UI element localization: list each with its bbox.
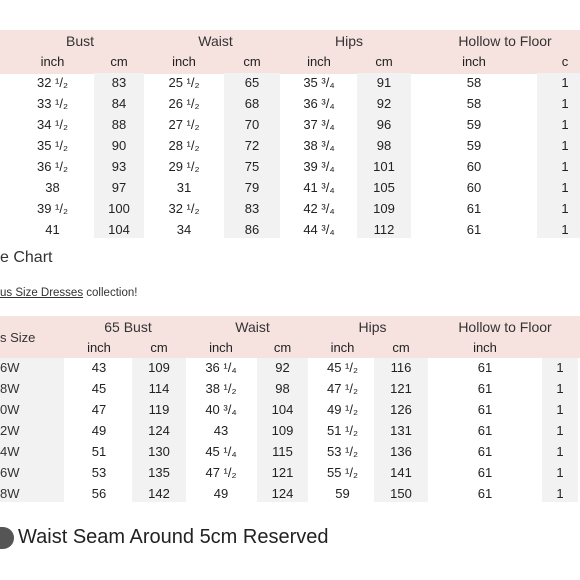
unit-header: cm: [110, 54, 128, 69]
table-cell: 96: [376, 117, 392, 132]
table-cell: 31: [176, 180, 192, 195]
table-cell: 29 ¹/₂: [168, 159, 200, 174]
table-cell: 38 ³/₄: [303, 138, 335, 153]
table-cell: 109: [271, 423, 294, 438]
size-label: 4W: [0, 444, 20, 459]
table-cell: 1: [556, 360, 564, 375]
table-cell: 91: [376, 75, 392, 90]
table-cell: 135: [148, 465, 170, 480]
table-cell: 98: [376, 138, 392, 153]
table-cell: 32 ¹/₂: [168, 201, 200, 216]
table-cell: 84: [111, 96, 127, 111]
table-cell: 121: [271, 465, 294, 480]
table-cell: 61: [466, 201, 482, 216]
table-cell: 136: [390, 444, 412, 459]
group-header: 65 Bust: [104, 319, 152, 335]
table-cell: 142: [148, 486, 170, 501]
table-cell: 131: [390, 423, 412, 438]
group-header: Waist: [235, 319, 270, 335]
unit-header: cm: [243, 54, 261, 69]
table-cell: 83: [244, 201, 260, 216]
table-cell: 1: [561, 159, 569, 174]
table-cell: 61: [466, 222, 482, 237]
table-cell: 61: [477, 381, 493, 396]
table-cell: 42 ³/₄: [303, 201, 335, 216]
table-cell: 121: [390, 381, 412, 396]
table-cell: 45 ¹/₂: [326, 360, 359, 375]
unit-header: inch: [40, 54, 65, 69]
table-cell: 98: [275, 381, 290, 396]
table-cell: 43: [91, 360, 107, 375]
table-cell: 59: [466, 138, 482, 153]
table-cell: 43: [213, 423, 229, 438]
table-cell: 47: [91, 402, 107, 417]
table-cell: 1: [561, 138, 569, 153]
table-cell: 112: [373, 222, 395, 237]
unit-header: inch: [209, 340, 233, 355]
table-cell: 65: [244, 75, 260, 90]
table-cell: 68: [244, 96, 260, 111]
table-cell: 36 ³/₄: [303, 96, 335, 111]
table-cell: 60: [466, 159, 482, 174]
table-cell: 25 ¹/₂: [168, 75, 200, 90]
unit-header: c: [561, 54, 569, 69]
table-cell: 34 ¹/₂: [36, 117, 69, 132]
table-cell: 47 ¹/₂: [205, 465, 237, 480]
table-cell: 104: [108, 222, 130, 237]
table-cell: 104: [271, 402, 294, 417]
table-cell: 150: [390, 486, 412, 501]
table-cell: 51 ¹/₂: [326, 423, 359, 438]
table-cell: 60: [466, 180, 482, 195]
table-cell: 86: [244, 222, 260, 237]
table-cell: 126: [390, 402, 412, 417]
table-cell: 1: [556, 465, 564, 480]
table-cell: 1: [561, 117, 569, 132]
table-cell: 35 ¹/₂: [36, 138, 69, 153]
collection-note: [0, 287, 137, 299]
table-cell: 79: [244, 180, 260, 195]
table-cell: 116: [390, 360, 412, 375]
table-cell: 58: [466, 96, 482, 111]
table-cell: 33 ¹/₂: [36, 96, 69, 111]
table-cell: 92: [376, 96, 392, 111]
table-cell: 49: [213, 486, 229, 501]
table-cell: 105: [373, 180, 395, 195]
table-cell: 1: [561, 96, 569, 111]
table-cell: 32 ¹/₂: [36, 75, 69, 90]
table-cell: 1: [561, 180, 569, 195]
size-label: 8W: [0, 381, 20, 396]
table-cell: 1: [556, 381, 564, 396]
size-label: 0W: [0, 402, 20, 417]
plus-size-dresses-link[interactable]: us Size Dresses: [0, 287, 84, 299]
table-cell: 130: [148, 444, 170, 459]
table-cell: 58: [466, 75, 482, 90]
table-cell: 1: [556, 423, 564, 438]
unit-header: inch: [462, 54, 486, 69]
unit-header: inch: [172, 54, 196, 69]
table-cell: 51: [91, 444, 107, 459]
table-cell: 41: [45, 222, 60, 237]
table-cell: 100: [108, 201, 130, 216]
unit-header: cm: [150, 340, 168, 355]
table-cell: 97: [111, 180, 127, 195]
table-cell: 56: [91, 486, 107, 501]
group-header: Bust: [65, 33, 94, 49]
table-cell: 88: [111, 117, 127, 132]
group-header: Hollow to Floor: [458, 33, 552, 49]
table-cell: 28 ¹/₂: [168, 138, 200, 153]
collection-note-text: collection!: [83, 287, 138, 299]
table-cell: 45 ¹/₄: [205, 444, 237, 459]
size-label: 6W: [0, 465, 20, 480]
table-cell: 53: [91, 465, 107, 480]
table-cell: 1: [561, 201, 569, 216]
table-cell: 27 ¹/₂: [168, 117, 200, 132]
table-cell: 92: [275, 360, 290, 375]
table-cell: 93: [111, 159, 127, 174]
table-cell: 34: [176, 222, 192, 237]
table-cell: 39 ¹/₂: [36, 201, 69, 216]
table-cell: 1: [556, 444, 564, 459]
table-cell: 55 ¹/₂: [326, 465, 359, 480]
size-label: 8W: [0, 486, 20, 501]
bullet-icon: [0, 527, 14, 549]
table-cell: 61: [477, 402, 493, 417]
group-header: Hips: [334, 33, 363, 49]
unit-header: cm: [375, 54, 393, 69]
unit-header: inch: [307, 54, 331, 69]
table-cell: 39 ³/₄: [303, 159, 335, 174]
table-cell: 36 ¹/₄: [205, 360, 237, 375]
table-cell: 115: [272, 444, 293, 459]
table-cell: 1: [561, 222, 569, 237]
table-cell: 141: [390, 465, 412, 480]
size-label: 6W: [0, 360, 20, 375]
table-cell: 124: [271, 486, 294, 501]
table-cell: 119: [148, 402, 170, 417]
table-cell: 26 ¹/₂: [168, 96, 200, 111]
table-cell: 61: [477, 360, 493, 375]
table-cell: 59: [466, 117, 482, 132]
table-cell: 101: [373, 159, 395, 174]
table-cell: 124: [148, 423, 170, 438]
table-cell: 72: [244, 138, 260, 153]
table-cell: 109: [373, 201, 395, 216]
table-cell: 38 ¹/₂: [205, 381, 237, 396]
table-cell: 49: [91, 423, 107, 438]
table-cell: 1: [561, 75, 569, 90]
table-cell: 53 ¹/₂: [326, 444, 359, 459]
table-cell: 38: [45, 180, 60, 195]
unit-header: cm: [392, 340, 410, 355]
table-cell: 37 ³/₄: [303, 117, 335, 132]
table-cell: 109: [148, 360, 170, 375]
table-cell: 41 ³/₄: [303, 180, 335, 195]
unit-header: inch: [330, 340, 355, 355]
table-cell: 1: [556, 402, 564, 417]
table-cell: 49 ¹/₂: [326, 402, 359, 417]
table-cell: 36 ¹/₂: [36, 159, 69, 174]
table-cell: 1: [556, 486, 564, 501]
table-cell: 90: [111, 138, 127, 153]
unit-header: cm: [273, 340, 292, 355]
size-header: s Size: [0, 330, 36, 345]
size-chart-heading: e Chart: [0, 249, 53, 266]
table-cell: 59: [335, 486, 350, 501]
table-cell: 61: [477, 465, 493, 480]
table-cell: 114: [148, 381, 170, 396]
table-cell: 70: [244, 117, 260, 132]
table-cell: 75: [244, 159, 260, 174]
table-cell: 44 ³/₄: [303, 222, 335, 237]
group-header: Hollow to Floor: [458, 319, 552, 335]
table-cell: 40 ³/₄: [205, 402, 237, 417]
table-cell: 47 ¹/₂: [326, 381, 359, 396]
table-cell: 61: [477, 423, 493, 438]
size-label: 2W: [0, 423, 20, 438]
table-cell: 61: [477, 444, 493, 459]
unit-header: inch: [473, 340, 497, 355]
group-header: Hips: [358, 319, 387, 335]
table-cell: 83: [111, 75, 127, 90]
table-cell: 45: [91, 381, 107, 396]
unit-header: inch: [87, 340, 111, 355]
group-header: Waist: [198, 33, 233, 49]
table-cell: 61: [477, 486, 493, 501]
table-cell: 35 ³/₄: [303, 75, 335, 90]
waist-seam-note: Waist Seam Around 5cm Reserved: [18, 526, 329, 548]
